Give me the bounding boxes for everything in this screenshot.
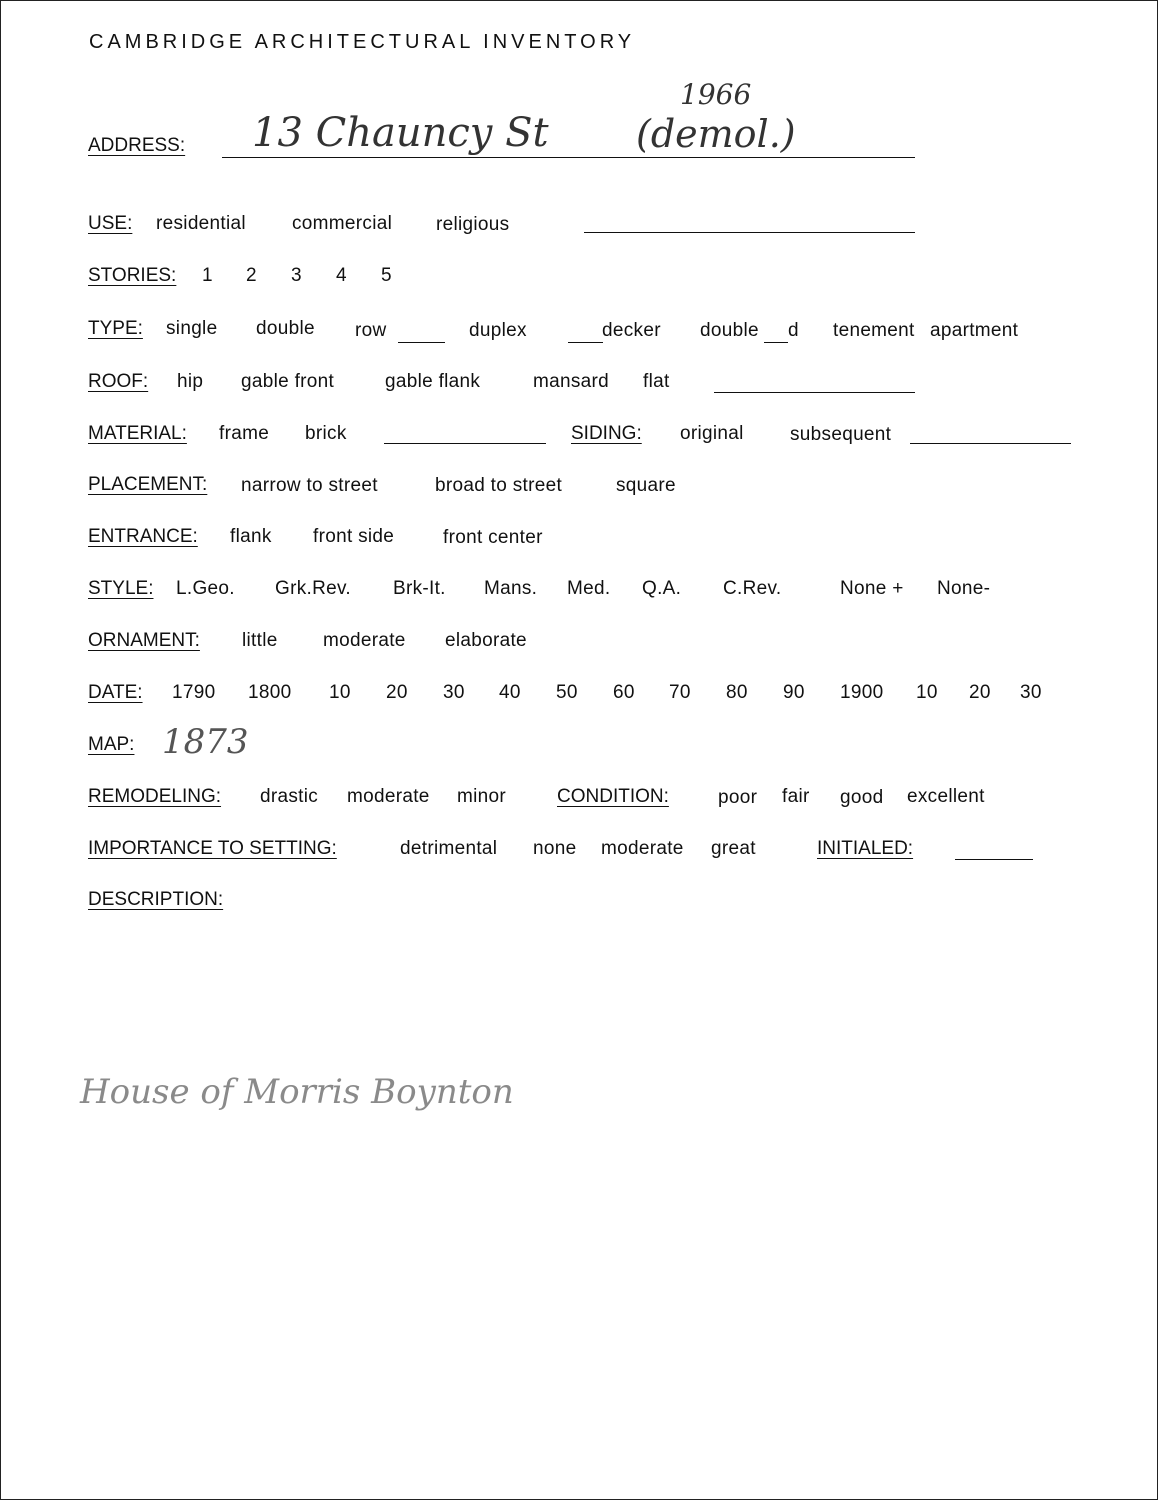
style-option: L.Geo. — [176, 578, 235, 599]
placement-label: PLACEMENT: — [88, 474, 208, 495]
condition-option: excellent — [907, 786, 985, 807]
date-option: 20 — [969, 682, 991, 703]
address-label: ADDRESS: — [88, 135, 186, 156]
description-note: House of Morris Boynton — [80, 1072, 514, 1112]
style-option: None- — [937, 578, 991, 599]
entrance-option: front center — [443, 527, 543, 548]
date-option: 70 — [669, 682, 691, 703]
type-option: decker — [602, 320, 661, 341]
stories-option: 1 — [202, 265, 213, 286]
map-label: MAP: — [88, 734, 135, 755]
demolition-year: 1966 — [680, 78, 752, 111]
form-title: CAMBRIDGE ARCHITECTURAL INVENTORY — [89, 31, 636, 53]
date-option: 90 — [783, 682, 805, 703]
style-label: STYLE: — [88, 578, 154, 599]
siding-other-blank — [910, 443, 1071, 444]
type-row-blank — [398, 342, 445, 343]
date-label: DATE: — [88, 682, 143, 703]
ornament-option: moderate — [323, 630, 406, 651]
date-option: 20 — [386, 682, 408, 703]
description-label: DESCRIPTION: — [88, 889, 224, 910]
ornament-label: ORNAMENT: — [88, 630, 200, 651]
type-option: double — [700, 320, 759, 341]
importance-option: detrimental — [400, 838, 498, 859]
initialed-blank — [955, 859, 1033, 860]
stories-option: 3 — [291, 265, 302, 286]
map-value: 1873 — [162, 722, 249, 762]
roof-option: hip — [177, 371, 204, 392]
remodeling-label: REMODELING: — [88, 786, 222, 807]
importance-option: moderate — [601, 838, 684, 859]
date-option: 1790 — [172, 682, 216, 703]
siding-label: SIDING: — [571, 423, 642, 444]
roof-option: gable flank — [385, 371, 481, 392]
type-option: row — [355, 320, 387, 341]
date-option: 1800 — [248, 682, 292, 703]
importance-label: IMPORTANCE TO SETTING: — [88, 838, 337, 859]
roof-other-blank — [714, 392, 915, 393]
entrance-label: ENTRANCE: — [88, 526, 198, 547]
roof-option: flat — [643, 371, 670, 392]
type-double-blank — [764, 342, 788, 343]
placement-option: narrow to street — [241, 475, 378, 496]
initialed-label: INITIALED: — [817, 838, 914, 859]
date-option: 10 — [329, 682, 351, 703]
roof-option: mansard — [533, 371, 610, 392]
type-option: duplex — [469, 320, 527, 341]
siding-option: original — [680, 423, 744, 444]
stories-option: 2 — [246, 265, 257, 286]
importance-option: great — [711, 838, 756, 859]
date-option: 40 — [499, 682, 521, 703]
roof-option: gable front — [241, 371, 335, 392]
type-option: double — [256, 318, 315, 339]
placement-option: broad to street — [435, 475, 563, 496]
condition-label: CONDITION: — [557, 786, 669, 807]
ornament-option: little — [242, 630, 278, 651]
type-label: TYPE: — [88, 318, 143, 339]
date-option: 50 — [556, 682, 578, 703]
use-option-religious: religious — [436, 214, 510, 235]
style-option: Med. — [567, 578, 611, 599]
stories-option: 5 — [381, 265, 392, 286]
stories-option: 4 — [336, 265, 347, 286]
material-option: frame — [219, 423, 270, 444]
siding-option: subsequent — [790, 424, 892, 445]
address-value: 13 Chauncy St — [252, 110, 549, 156]
date-option: 30 — [1020, 682, 1042, 703]
condition-option: good — [840, 787, 884, 808]
date-option: 80 — [726, 682, 748, 703]
use-option-residential: residential — [156, 213, 246, 234]
address-status: (demol.) — [636, 112, 796, 156]
remodeling-option: drastic — [260, 786, 319, 807]
date-option: 60 — [613, 682, 635, 703]
date-option: 30 — [443, 682, 465, 703]
roof-label: ROOF: — [88, 371, 149, 392]
material-other-blank — [384, 443, 546, 444]
address-line — [222, 157, 915, 158]
style-option: Brk-It. — [393, 578, 446, 599]
style-option: Q.A. — [642, 578, 682, 599]
remodeling-option: moderate — [347, 786, 430, 807]
placement-option: square — [616, 475, 676, 496]
date-option: 1900 — [840, 682, 884, 703]
entrance-option: front side — [313, 526, 395, 547]
use-other-blank — [584, 232, 915, 233]
condition-option: fair — [782, 786, 810, 807]
use-option-commercial: commercial — [292, 213, 393, 234]
use-label: USE: — [88, 213, 133, 234]
type-option: d — [788, 320, 799, 341]
importance-option: none — [533, 838, 577, 859]
date-option: 10 — [916, 682, 938, 703]
entrance-option: flank — [230, 526, 272, 547]
style-option: None + — [840, 578, 904, 599]
ornament-option: elaborate — [445, 630, 527, 651]
type-option: tenement — [833, 320, 915, 341]
type-option: apartment — [930, 320, 1019, 341]
style-option: Grk.Rev. — [275, 578, 351, 599]
remodeling-option: minor — [457, 786, 507, 807]
type-decker-blank — [568, 342, 603, 343]
condition-option: poor — [718, 787, 758, 808]
type-option: single — [166, 318, 218, 339]
material-option: brick — [305, 423, 347, 444]
style-option: Mans. — [484, 578, 538, 599]
material-label: MATERIAL: — [88, 423, 187, 444]
style-option: C.Rev. — [723, 578, 782, 599]
stories-label: STORIES: — [88, 265, 177, 286]
